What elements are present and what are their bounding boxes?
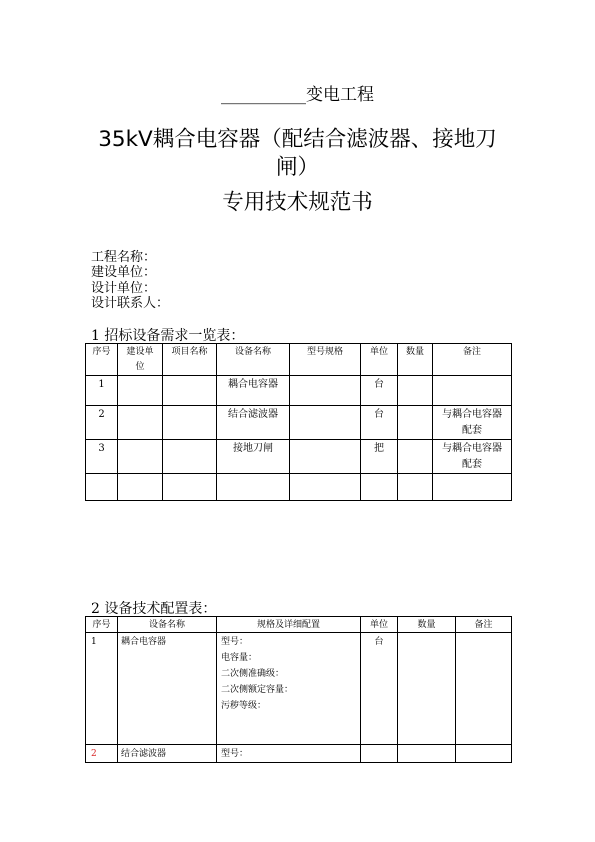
t2-no-cell xyxy=(86,745,118,763)
project-header xyxy=(0,85,595,105)
t2-remark-cell xyxy=(456,745,512,763)
t1-unit-cell-text: 台 xyxy=(374,379,384,390)
t1-client-cell xyxy=(118,440,163,474)
t1-header-no-text: 序号 xyxy=(92,347,111,357)
table-row xyxy=(86,376,512,406)
t1-quantity-cell xyxy=(398,440,433,474)
table-row xyxy=(86,745,512,763)
t1-remark-cell xyxy=(433,440,512,474)
equipment-requirement-table xyxy=(85,343,512,501)
t1-project-name-cell xyxy=(163,376,217,406)
t1-model-spec-cell xyxy=(290,406,361,440)
t2-header-equipment-name-text: 设备名称 xyxy=(148,619,185,630)
t1-header-quantity-text: 数量 xyxy=(405,347,424,357)
t1-header-equipment-name xyxy=(217,344,290,376)
t1-project-name-cell xyxy=(163,406,217,440)
spec-line: 型号： xyxy=(221,637,249,647)
t1-unit-cell xyxy=(361,440,398,474)
t1-remark-cell xyxy=(433,474,512,501)
table-row xyxy=(86,440,512,474)
t2-unit-cell xyxy=(361,745,398,763)
t1-header-remark xyxy=(433,344,512,376)
t1-header-unit xyxy=(361,344,398,376)
t1-header-project-name-text: 项目名称 xyxy=(171,347,208,357)
t1-equipment-name-cell xyxy=(217,440,290,474)
t2-header-equipment-name xyxy=(118,617,217,633)
t2-spec-config-cell xyxy=(217,633,361,745)
t2-header-unit xyxy=(361,617,398,633)
spec-line: 电容量： xyxy=(221,653,258,663)
t2-header-remark-text: 备注 xyxy=(474,619,493,630)
t1-no-cell-text: 1 xyxy=(98,379,105,390)
section-2-heading: 2 设备技术配置表： xyxy=(91,601,217,617)
t1-quantity-cell xyxy=(398,474,433,501)
t1-no-cell xyxy=(86,376,118,406)
t1-header-client-text: 建设单位 xyxy=(126,347,154,372)
t1-quantity-cell xyxy=(398,406,433,440)
t1-no-cell-text: 2 xyxy=(98,409,105,420)
t1-model-spec-cell xyxy=(290,474,361,501)
designer-label: 设计单位： xyxy=(91,280,157,296)
t1-no-cell xyxy=(86,440,118,474)
t1-equipment-name-cell xyxy=(217,406,290,440)
t1-remark-cell-text: 与耦合电容器配套 xyxy=(442,443,502,470)
t1-header-client xyxy=(118,344,163,376)
document-subtitle: 专用技术规范书 xyxy=(222,190,373,215)
t2-quantity-cell xyxy=(398,633,456,745)
t1-no-cell-text: 3 xyxy=(98,443,105,454)
t1-header-row xyxy=(86,344,512,376)
t1-header-quantity xyxy=(398,344,433,376)
t1-equipment-name-cell-text: 耦合电容器 xyxy=(228,379,278,390)
client-label: 建设单位： xyxy=(91,265,157,281)
design-contact-label: 设计联系人： xyxy=(91,295,170,311)
t1-no-cell xyxy=(86,406,118,440)
table-row xyxy=(86,474,512,501)
t1-header-model-spec-text: 型号规格 xyxy=(306,347,343,357)
table-row xyxy=(86,633,512,745)
t1-equipment-name-cell-text: 接地刀闸 xyxy=(233,443,273,454)
t2-header-spec-config-text: 规格及详细配置 xyxy=(256,619,320,630)
spec-line: 二次侧额定容量： xyxy=(221,685,294,695)
t1-remark-cell-text: 与耦合电容器配套 xyxy=(442,409,502,436)
t2-no-cell-text: 2 xyxy=(91,749,97,759)
t1-equipment-name-cell xyxy=(217,376,290,406)
t2-header-unit-text: 单位 xyxy=(369,619,388,630)
t2-quantity-cell xyxy=(398,745,456,763)
t1-unit-cell xyxy=(361,406,398,440)
t1-project-name-cell xyxy=(163,474,217,501)
t1-model-spec-cell xyxy=(290,440,361,474)
spec-line: 污秽等级： xyxy=(221,701,267,711)
t1-remark-cell xyxy=(433,376,512,406)
t1-unit-cell-text: 台 xyxy=(374,409,384,420)
project-name-blank: __________ xyxy=(221,85,306,105)
t1-header-project-name xyxy=(163,344,217,376)
document-title-line-1: 35kV耦合电容器（配结合滤波器、接地刀 xyxy=(98,127,497,152)
t1-unit-cell-text: 把 xyxy=(374,443,384,454)
t2-header-remark xyxy=(456,617,512,633)
t1-header-remark-text: 备注 xyxy=(462,347,481,357)
document-title-line-2: 闸） xyxy=(275,155,319,180)
t2-unit-cell xyxy=(361,633,398,745)
t2-equipment-name-cell-text: 结合滤波器 xyxy=(121,749,167,759)
t1-equipment-name-cell-text: 结合滤波器 xyxy=(228,409,278,420)
t1-quantity-cell xyxy=(398,376,433,406)
t2-equipment-name-cell-text: 耦合电容器 xyxy=(121,637,167,647)
t2-spec-config-cell xyxy=(217,745,361,763)
t1-remark-cell xyxy=(433,406,512,440)
t1-header-equipment-name-text: 设备名称 xyxy=(234,347,271,357)
t2-unit-cell-text: 台 xyxy=(374,637,384,647)
t1-unit-cell xyxy=(361,376,398,406)
t1-unit-cell xyxy=(361,474,398,501)
t2-remark-cell xyxy=(456,633,512,745)
t1-project-name-cell xyxy=(163,440,217,474)
t1-equipment-name-cell xyxy=(217,474,290,501)
t1-header-model-spec xyxy=(290,344,361,376)
project-name-label: 工程名称： xyxy=(91,250,157,265)
table-row xyxy=(86,406,512,440)
t2-header-quantity-text: 数量 xyxy=(417,619,436,630)
t2-header-spec-config xyxy=(217,617,361,633)
t2-equipment-name-cell xyxy=(118,633,217,745)
t2-header-quantity xyxy=(398,617,456,633)
t1-client-cell xyxy=(118,376,163,406)
t1-header-unit-text: 单位 xyxy=(369,347,388,357)
t1-no-cell xyxy=(86,474,118,501)
t2-header-no-text: 序号 xyxy=(92,619,111,630)
t2-no-cell xyxy=(86,633,118,745)
t2-equipment-name-cell xyxy=(118,745,217,763)
t1-model-spec-cell xyxy=(290,376,361,406)
t1-client-cell xyxy=(118,406,163,440)
t2-header-no xyxy=(86,617,118,633)
t1-header-no xyxy=(86,344,118,376)
project-info-block xyxy=(91,250,169,311)
technical-config-table xyxy=(85,616,512,763)
project-header-suffix: 变电工程 xyxy=(306,85,374,105)
t1-client-cell xyxy=(118,474,163,501)
section-1-heading: 1 招标设备需求一览表： xyxy=(91,328,245,344)
spec-line: 型号： xyxy=(221,749,249,759)
t2-header-row xyxy=(86,617,512,633)
t2-no-cell-text: 1 xyxy=(91,637,97,647)
spec-line: 二次侧准确级： xyxy=(221,669,285,679)
